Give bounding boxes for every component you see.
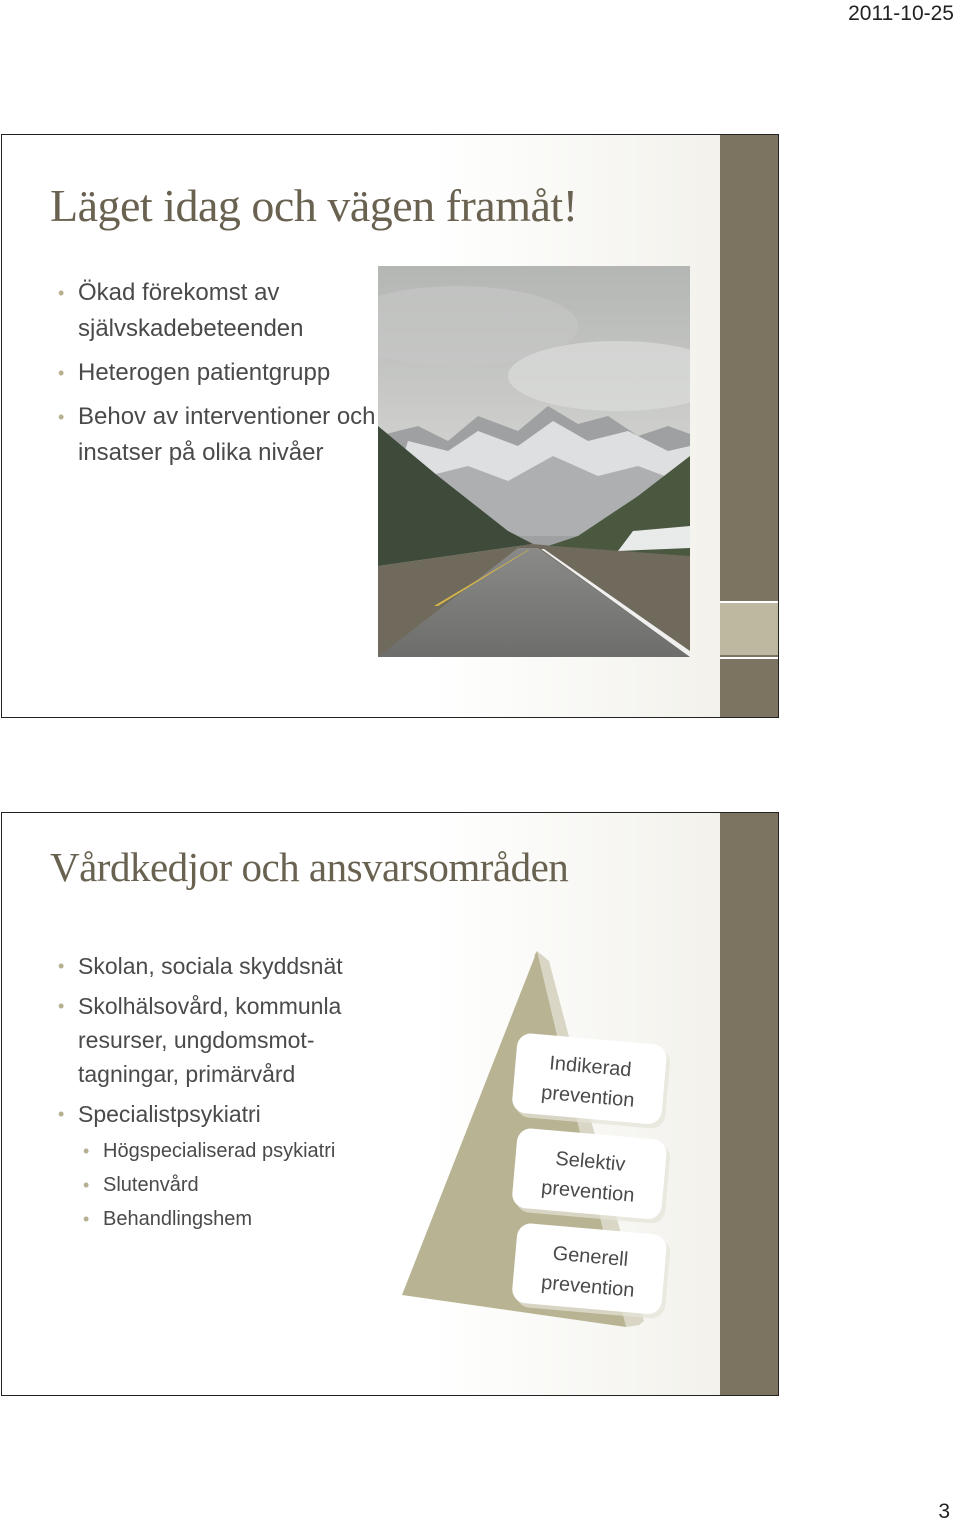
prevention-pyramid-diagram <box>394 943 684 1333</box>
bullet-text: Skolhälsovård, kommunla resurser, ungdomsmot-tagningar, primärvård <box>78 993 342 1087</box>
bullet-dot-icon: • <box>58 407 65 427</box>
slide-1-title: Läget idag och vägen framåt! <box>50 180 578 231</box>
slide-1 <box>1 134 779 718</box>
bullet-item <box>58 355 378 391</box>
bullet-item <box>58 949 388 983</box>
pyramid-level-3-line1: Generell <box>551 1242 630 1272</box>
pyramid-level-1 <box>511 1032 672 1129</box>
pyramid-level-1-line2: prevention <box>540 1081 636 1112</box>
bullet-text: Behov av interventioner och insatser på olika nivåer <box>78 403 376 466</box>
slide-2-side-band <box>720 813 778 1395</box>
pyramid-level-3-line2: prevention <box>540 1271 636 1302</box>
slide-1-bullet-list <box>58 275 378 479</box>
slide-2-bullet-list <box>58 949 388 1239</box>
bullet-text: Högspecialiserad psykiatri <box>103 1140 336 1162</box>
bullet-dot-icon: • <box>58 363 65 383</box>
bullet-dot-icon: • <box>58 956 65 976</box>
page-date: 2011-10-25 <box>848 2 954 25</box>
sub-bullet-item <box>83 1171 388 1200</box>
bullet-dot-icon: • <box>58 1104 65 1124</box>
bullet-text: Skolan, sociala skyddsnät <box>78 953 343 979</box>
bullet-item <box>58 1097 388 1131</box>
sub-bullet-item <box>83 1205 388 1234</box>
bullet-text: Specialistpsykiatri <box>78 1101 261 1127</box>
mountain-road-photo <box>378 266 690 657</box>
bullet-dot-icon: • <box>58 996 65 1016</box>
bullet-item <box>58 989 388 1091</box>
bullet-item <box>58 399 378 471</box>
pyramid-level-1-line1: Indikerad <box>548 1052 633 1082</box>
slide-1-side-band <box>720 135 778 717</box>
bullet-item <box>58 275 378 347</box>
sub-bullet-item <box>83 1137 388 1166</box>
bullet-dot-icon: • <box>58 283 65 303</box>
bullet-dot-icon: • <box>83 1209 90 1229</box>
bullet-text: Behandlingshem <box>103 1208 252 1230</box>
slide-2 <box>1 812 779 1396</box>
bullet-dot-icon: • <box>83 1175 90 1195</box>
pyramid-level-2-line1: Selektiv <box>554 1147 627 1176</box>
bullet-text: Ökad förekomst av självskadebeteenden <box>78 279 304 342</box>
pyramid-level-2 <box>511 1127 672 1224</box>
bullet-text: Slutenvård <box>103 1174 199 1196</box>
bullet-dot-icon: • <box>83 1141 90 1161</box>
bullet-text: Heterogen patientgrupp <box>78 359 331 386</box>
page-number: 3 <box>938 1500 950 1523</box>
slide-2-title: Vårdkedjor och ansvarsområden <box>50 844 569 890</box>
pyramid-level-3 <box>511 1222 672 1319</box>
pyramid-level-2-line2: prevention <box>540 1176 636 1207</box>
